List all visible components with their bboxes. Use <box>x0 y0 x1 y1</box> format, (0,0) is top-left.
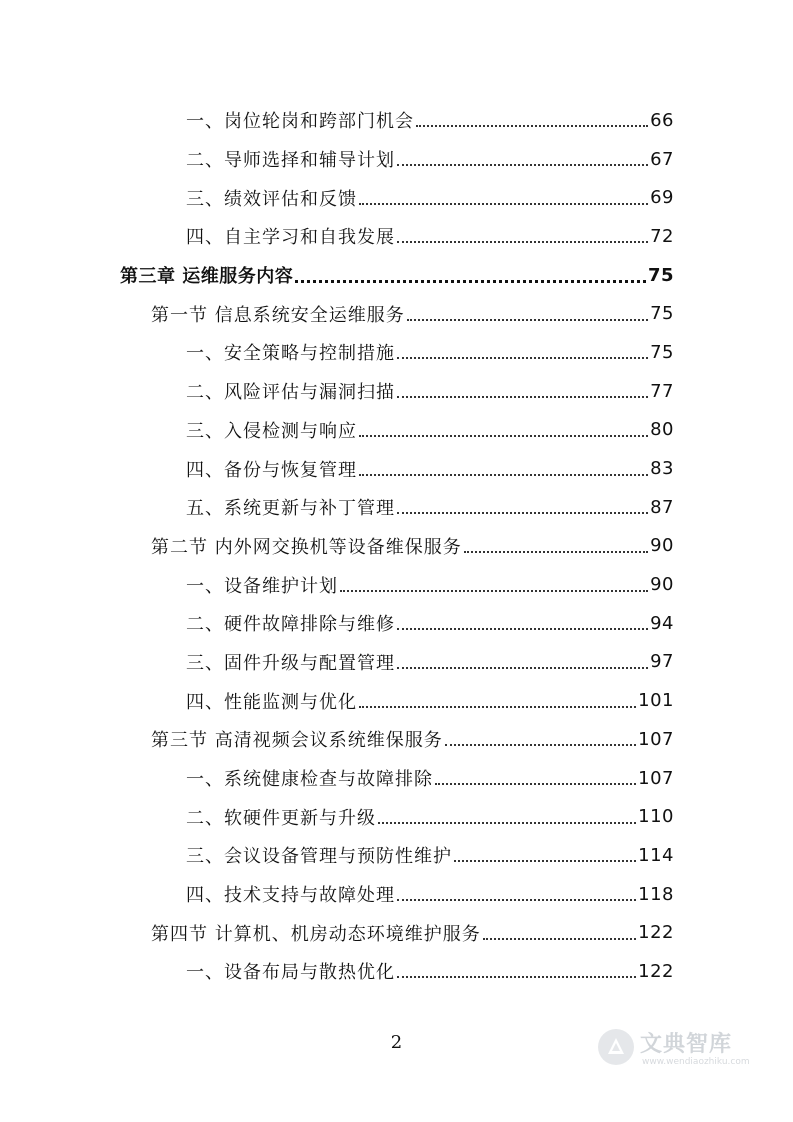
toc-entry-title: 第三节 高清视频会议系统维保服务 <box>151 730 443 752</box>
toc-dot-leader <box>378 822 636 824</box>
toc-entry-title: 三、入侵检测与响应 <box>186 420 357 442</box>
toc-entry-title: 一、系统健康检查与故障排除 <box>186 769 433 791</box>
toc-entry-title: 二、导师选择和辅导计划 <box>186 150 395 172</box>
toc-dot-leader <box>407 319 648 321</box>
toc-entry-page: 110 <box>638 806 674 828</box>
toc-entry-page: 94 <box>650 612 674 634</box>
toc-dot-leader <box>359 706 636 708</box>
toc-dot-leader <box>397 396 648 398</box>
toc-entry-page: 101 <box>638 690 674 712</box>
toc-entry-title: 五、系统更新与补丁管理 <box>186 498 395 520</box>
toc-dot-leader <box>397 357 648 359</box>
toc-entry-page: 107 <box>638 767 674 789</box>
toc-dot-leader <box>416 125 648 127</box>
toc-dot-leader <box>435 783 636 785</box>
toc-entry[interactable] <box>0 604 793 643</box>
toc-entry-title: 四、自主学习和自我发展 <box>186 227 395 249</box>
toc-entry-page: 90 <box>650 535 674 557</box>
toc-entry[interactable] <box>0 836 793 875</box>
toc-entry[interactable] <box>0 952 793 991</box>
toc-entry[interactable] <box>0 372 793 411</box>
toc-dot-leader <box>445 744 636 746</box>
toc-entry-title: 三、会议设备管理与预防性维护 <box>186 846 452 868</box>
toc-entry-page: 107 <box>638 728 674 750</box>
toc-entry-title: 一、安全策略与控制措施 <box>186 343 395 365</box>
toc-entry-title: 四、备份与恢复管理 <box>186 459 357 481</box>
toc-dot-leader <box>397 976 636 978</box>
toc-dot-leader <box>359 474 648 476</box>
toc-entry-page: 97 <box>650 651 674 673</box>
toc-entry-title: 四、性能监测与优化 <box>186 691 357 713</box>
watermark-url: www.wendiaozhiku.com <box>642 1057 750 1067</box>
toc-entry-page: 80 <box>650 419 674 441</box>
brand-logo-icon <box>596 1027 636 1067</box>
toc-dot-leader <box>483 938 636 940</box>
toc-dot-leader <box>397 667 648 669</box>
toc-entry-page: 90 <box>650 574 674 596</box>
toc-entry-page: 83 <box>650 458 674 480</box>
toc-dot-leader <box>397 164 648 166</box>
toc-dot-leader <box>359 435 648 437</box>
toc-dot-leader <box>464 551 648 553</box>
toc-section-entry[interactable] <box>0 527 793 566</box>
toc-dot-leader <box>397 899 636 901</box>
toc-entry[interactable] <box>0 875 793 914</box>
toc-entry-title: 三、绩效评估和反馈 <box>186 188 357 210</box>
toc-entry-page: 66 <box>650 109 674 131</box>
toc-entry-title: 三、固件升级与配置管理 <box>186 652 395 674</box>
toc-entry[interactable] <box>0 681 793 720</box>
toc-dot-leader <box>454 860 636 862</box>
toc-entry[interactable] <box>0 759 793 798</box>
toc-section-entry[interactable] <box>0 294 793 333</box>
toc-entry-page: 122 <box>638 960 674 982</box>
page-number: 2 <box>390 1032 403 1053</box>
toc-entry[interactable] <box>0 178 793 217</box>
watermark-name: 文典智库 <box>640 1032 733 1057</box>
toc-entry-title: 第一节 信息系统安全运维服务 <box>151 304 405 326</box>
toc-entry-page: 75 <box>647 264 674 286</box>
toc-dot-leader <box>397 512 648 514</box>
toc-dot-leader <box>295 280 646 283</box>
toc-entry-page: 118 <box>638 883 674 905</box>
toc-section-entry[interactable] <box>0 720 793 759</box>
toc-entry-title: 四、技术支持与故障处理 <box>186 885 395 907</box>
toc-dot-leader <box>359 203 648 205</box>
toc-entry[interactable] <box>0 565 793 604</box>
toc-entry-page: 77 <box>650 380 674 402</box>
toc-entry-title: 二、硬件故障排除与维修 <box>186 614 395 636</box>
toc-entry-title: 一、岗位轮岗和跨部门机会 <box>186 111 414 133</box>
toc-entry-title: 一、设备布局与散热优化 <box>186 962 395 984</box>
toc-dot-leader <box>340 590 648 592</box>
toc-entry-page: 75 <box>650 303 674 325</box>
toc-entry[interactable] <box>0 488 793 527</box>
toc-entry[interactable] <box>0 797 793 836</box>
toc-chapter-entry[interactable] <box>0 256 793 295</box>
toc-entry-page: 69 <box>650 187 674 209</box>
toc-entry-title: 二、软硬件更新与升级 <box>186 807 376 829</box>
toc-entry-page: 75 <box>650 341 674 363</box>
toc-entry[interactable] <box>0 333 793 372</box>
table-of-contents <box>0 101 793 991</box>
toc-entry[interactable] <box>0 643 793 682</box>
toc-section-entry[interactable] <box>0 913 793 952</box>
toc-dot-leader <box>397 241 648 243</box>
toc-entry[interactable] <box>0 411 793 450</box>
toc-entry[interactable] <box>0 140 793 179</box>
toc-entry-page: 122 <box>638 922 674 944</box>
toc-entry[interactable] <box>0 217 793 256</box>
toc-entry-title: 第四节 计算机、机房动态环境维护服务 <box>151 923 481 945</box>
toc-entry-page: 114 <box>638 844 674 866</box>
toc-entry[interactable] <box>0 449 793 488</box>
toc-entry-title: 二、风险评估与漏洞扫描 <box>186 382 395 404</box>
watermark <box>596 1021 756 1077</box>
toc-dot-leader <box>397 628 648 630</box>
toc-entry-page: 87 <box>650 496 674 518</box>
toc-entry-title: 第三章 运维服务内容 <box>120 266 294 288</box>
toc-entry-title: 一、设备维护计划 <box>186 575 338 597</box>
toc-entry-title: 第二节 内外网交换机等设备维保服务 <box>151 536 462 558</box>
toc-entry[interactable] <box>0 101 793 140</box>
toc-entry-page: 67 <box>650 148 674 170</box>
toc-entry-page: 72 <box>650 225 674 247</box>
